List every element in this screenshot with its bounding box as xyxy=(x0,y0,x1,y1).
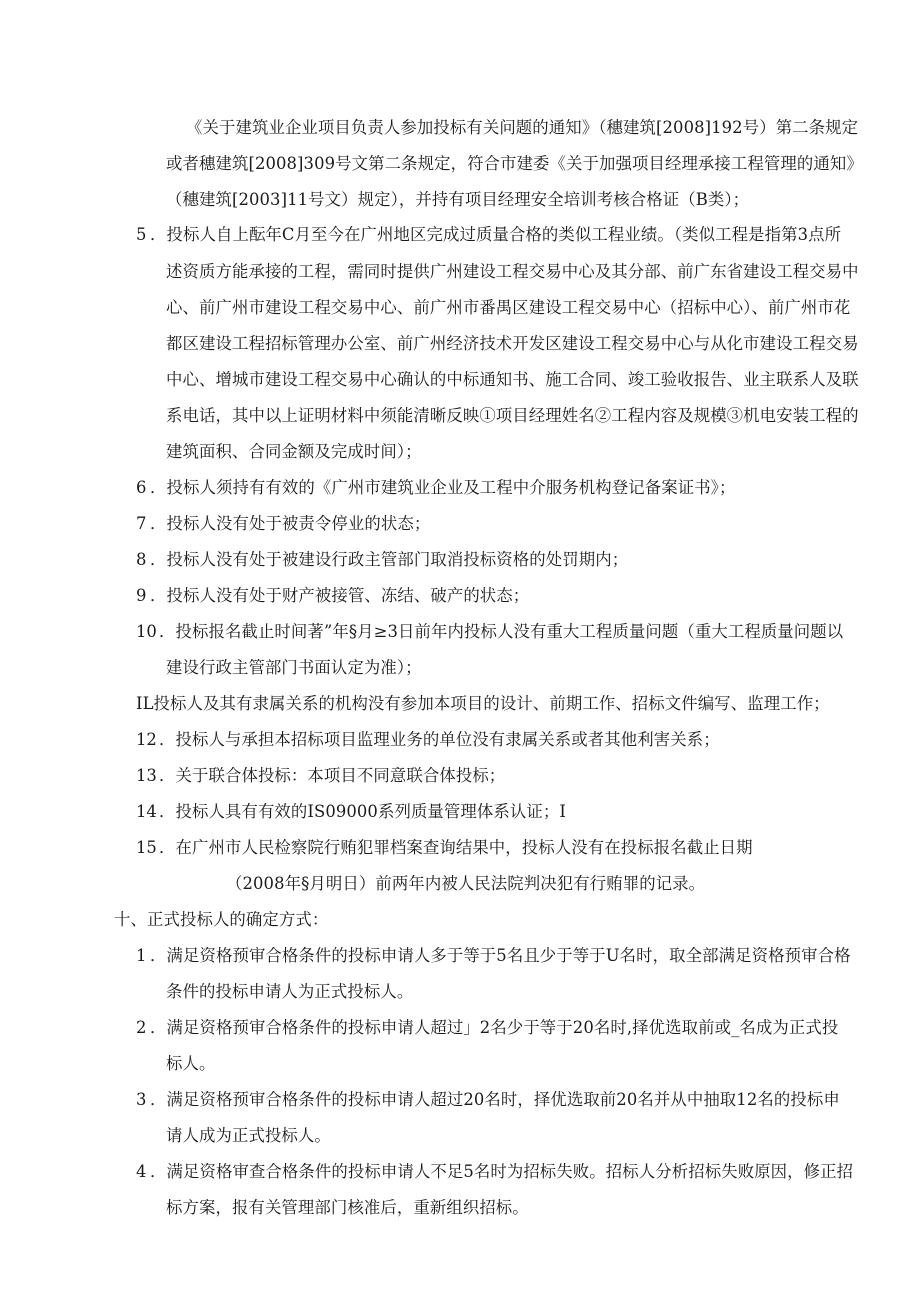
item-line: ．在广州市人民检察院行贿犯罪档案查询结果中，投标人没有在投标报名截止日期 xyxy=(159,838,753,857)
item-number: 5 xyxy=(136,225,147,244)
section-heading: 十、正式投标人的确定方式： xyxy=(114,910,329,929)
section-item-line: ．满足资格预审合格条件的投标申请人多于等于5名且少于等于U名时，取全部满足资格预审合格 xyxy=(150,946,851,965)
item-line: 心、前广州市建设工程交易中心、前广州市番禺区建设工程交易中心（招标中心）、前广州市花 xyxy=(166,298,851,317)
section-item-line: ．满足资格预审合格条件的投标申请人超过」2名少于等于20名时,择优选取前或_名成为正式投 xyxy=(150,1018,839,1037)
item-line: ．关于联合体投标：本项目不同意联合体投标； xyxy=(159,766,506,785)
item-number: 13 xyxy=(136,766,157,785)
item-line: （2008年§月明日）前两年内被人民法院判决犯有行贿罪的记录。 xyxy=(226,874,706,893)
section-item-line: ．满足资格预审合格条件的投标申请人超过20名时，择优选取前20名并从中抽取12名的投标申 xyxy=(150,1090,840,1109)
item-line: 都区建设工程招标管理办公室、前广州经济技术开发区建设工程交易中心与从化市建设工程交易 xyxy=(166,334,859,353)
section-item-line: 请人成为正式投标人。 xyxy=(166,1126,331,1145)
item-line: ．投标人须持有有效的《广州市建筑业企业及工程中介服务机构登记备案证书》； xyxy=(150,478,736,497)
item-number: 15 xyxy=(136,838,157,857)
item-line: IL投标人及其有隶属关系的机构没有参加本项目的设计、前期工作、招标文件编写、监理工作； xyxy=(136,694,830,713)
section-item-line: 条件的投标申请人为正式投标人。 xyxy=(166,982,414,1001)
intro-line: 《关于建筑业企业项目负责人参加投标有关问题的通知》（穗建筑[2008]192号）第二条规定 xyxy=(186,118,859,137)
item-line: 系电话，其中以上证明材料中须能清晰反映①项目经理姓名②工程内容及规模③机电安装工程的 xyxy=(166,406,859,425)
intro-line: （穗建筑[2003]11号文）规定），并持有项目经理安全培训考核合格证（B类）； xyxy=(166,190,750,209)
item-number: 12 xyxy=(136,730,157,749)
item-line: ．投标人没有处于财产被接管、冻结、破产的状态； xyxy=(150,586,530,605)
item-line: 中心、增城市建设工程交易中心确认的中标通知书、施工合同、竣工验收报告、业主联系人及联 xyxy=(166,370,859,389)
item-line: 述资质方能承接的工程，需同时提供广州建设工程交易中心及其分部、前广东省建设工程交易中 xyxy=(166,262,859,281)
item-number: 8 xyxy=(136,550,147,569)
item-number: 10 xyxy=(136,622,157,641)
item-number: 6 xyxy=(136,478,147,497)
section-item-line: ．满足资格审查合格条件的投标申请人不足5名时为招标失败。招标人分析招标失败原因，修正招 xyxy=(150,1162,854,1181)
section-item-line: 标人。 xyxy=(166,1054,216,1073)
item-number: 14 xyxy=(136,802,157,821)
item-line: 建设行政主管部门书面认定为准）； xyxy=(166,658,422,677)
intro-line: 或者穗建筑[2008]309号文第二条规定，符合市建委《关于加强项目经理承接工程管理的通知》 xyxy=(166,154,863,173)
item-line: ．投标人与承担本招标项目监理业务的单位没有隶属关系或者其他利害关系； xyxy=(159,730,720,749)
item-number: 7 xyxy=(136,514,147,533)
item-line: ．投标人自上酝年C月至今在广州地区完成过质量合格的类似工程业绩。（类似工程是指第3点所 xyxy=(150,225,842,244)
section-item-number: 1 xyxy=(136,946,147,965)
item-line: ．投标人没有处于被责令停业的状态； xyxy=(150,514,431,533)
section-item-number: 3 xyxy=(136,1090,147,1109)
item-line: ．投标人没有处于被建设行政主管部门取消投标资格的处罚期内； xyxy=(150,550,629,569)
item-line: ．投标人具有有效的IS09000系列质量管理体系认证；I xyxy=(159,802,566,821)
item-line: ．投标报名截止时间著”年§月≥3日前年内投标人没有重大工程质量问题（重大工程质量问题以 xyxy=(159,622,844,641)
section-item-number: 2 xyxy=(136,1018,147,1037)
section-item-number: 4 xyxy=(136,1162,147,1181)
item-line: 建筑面积、合同金额及完成时间）； xyxy=(166,442,422,461)
item-number: 9 xyxy=(136,586,147,605)
section-item-line: 标方案，报有关管理部门核准后，重新组织招标。 xyxy=(166,1198,529,1217)
